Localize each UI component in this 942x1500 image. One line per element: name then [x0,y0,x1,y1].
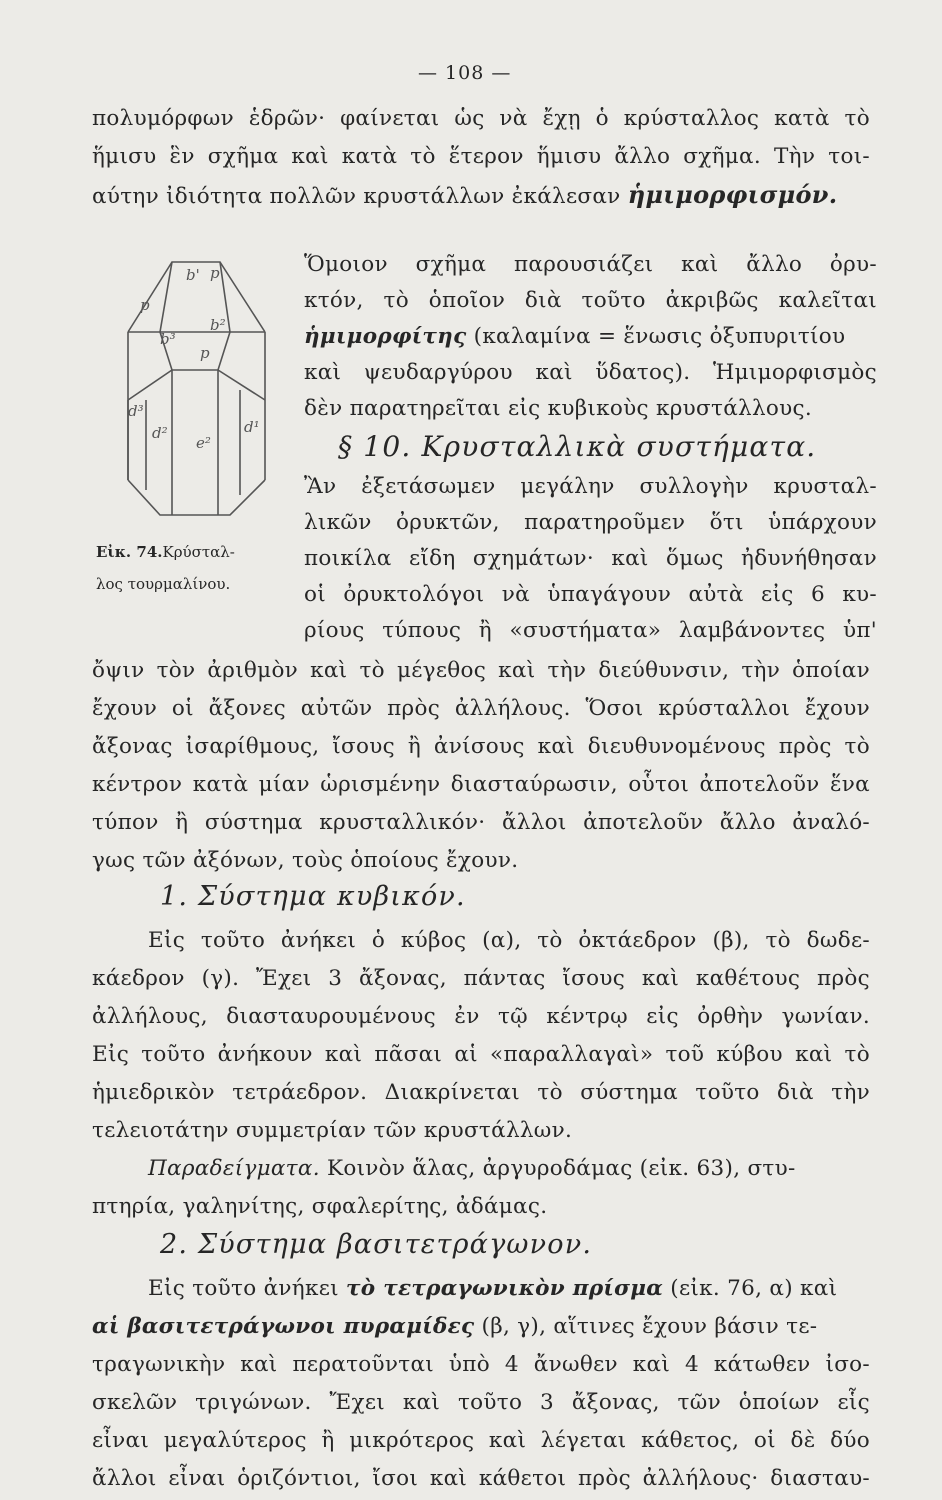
term-tetragonal-prism: τὸ τετραγωνικὸν πρίσμα [346,1276,664,1301]
figure-label: p [200,344,210,362]
text-line: ἀλλήλους, διασταυρουμένους ἐν τῷ κέντρῳ εἰς ὀρθὴν γωνίαν. [92,1004,870,1029]
text-line: δὲν παρατηρεῖται εἰς κυβικοὺς κρυστάλλους. [304,396,812,421]
text-line: κέντρον κατὰ μίαν ὡρισμένην διασταύρωσιν, οὗτοι ἀποτελοῦν ἕνα [92,772,870,797]
text-line: ρίους τύπους ἢ «συστήματα» λαμβάνοντες ὑπ' [304,618,877,643]
text-line: πολυμόρφων ἑδρῶν· φαίνεται ὡς νὰ ἔχῃ ὁ κρύσταλλος κατὰ τὸ [92,106,870,131]
text-line: τραγωνικὴν καὶ περατοῦνται ὑπὸ 4 ἄνωθεν καὶ 4 κάτωθεν ἰσο- [92,1352,870,1377]
text-line: ἔχουν οἱ ἄξονες αὐτῶν πρὸς ἀλλήλους. Ὅσοι κρύσταλλοι ἔχουν [92,696,870,721]
text-line: εἶναι μεγαλύτερος ἢ μικρότερος καὶ λέγεται κάθετος, οἱ δὲ δύο [92,1428,870,1453]
text-line: λικῶν ὀρυκτῶν, παρατηροῦμεν ὅτι ὑπάρχουν [304,510,877,535]
figure-label: d³ [128,402,144,420]
figure-label: d² [152,424,168,442]
text-line: κτόν, τὸ ὁποῖον διὰ τοῦτο ἀκριβῶς καλεῖται [304,288,877,313]
text-line: ἄλλοι εἶναι ὁριζόντιοι, ἴσοι καὶ κάθετοι πρὸς ἀλλήλους· διασταυ- [92,1466,870,1491]
text-line: τύπον ἢ σύστημα κρυσταλλικόν· ἄλλοι ἀποτελοῦν ἄλλο ἀναλό- [92,810,870,835]
text-line: ἄξονας ἰσαρίθμους, ἴσους ἢ ἀνίσους καὶ διευθυνομένους πρὸς τὸ [92,734,870,759]
text-line: καὶ ψευδαργύρου καὶ ὕδατος). Ἡμιμορφισμὸς [304,360,877,385]
text-line: τελειοτάτην συμμετρίαν τῶν κρυστάλλων. [92,1118,573,1143]
text-line: Ὅμοιον σχῆμα παρουσιάζει καὶ ἄλλο ὀρυ- [304,252,877,277]
figure-tourmaline-crystal [100,240,290,544]
heading-tetragonal-system: 2. Σύστημα βασιτετράγωνον. [160,1229,593,1260]
text-line: ἡμιμορφίτης (καλαμίνα = ἕνωσις ὀξυπυριτίου [304,324,846,349]
text-line: αύτην ἰδιότητα πολλῶν κρυστάλλων ἐκάλεσαν ἡμιμορφισμόν. [92,180,838,209]
text-line: πτηρία, γαληνίτης, σφαλερίτης, ἀδάμας. [92,1194,548,1219]
figure-label: b³ [160,330,176,348]
examples-label: Παραδείγματα. [148,1156,320,1181]
figure-caption: Εἰκ. 74.Κρύσταλ- [96,543,235,561]
figure-label: b² [210,316,226,334]
heading-cubic-system: 1. Σύστημα κυβικόν. [160,881,466,912]
term-tetragonal-pyramids: αἱ βασιτετράγωνοι πυραμίδες [92,1314,475,1339]
text-line: ἡμιεδρικὸν τετράεδρον. Διακρίνεται τὸ σύστημα τοῦτο διὰ τὴν [92,1080,870,1105]
term-hemimorphism: ἡμιμορφισμόν. [627,180,838,209]
text-line: γως τῶν ἀξόνων, τοὺς ὁποίους ἔχουν. [92,848,519,873]
text-line: σκελῶν τριγώνων. Ἔχει καὶ τοῦτο 3 ἄξονας, τῶν ὁποίων εἷς [92,1390,870,1415]
figure-label: p [140,296,150,314]
text-line: ἥμισυ ἓν σχῆμα καὶ κατὰ τὸ ἕτερον ἥμισυ ἄλλο σχῆμα. Τὴν τοι- [92,144,870,169]
text-line: Παραδείγματα. Κοινὸν ἅλας, ἀργυροδάμας (εἰκ. 63), στυ- [148,1156,796,1181]
figure-label: e² [196,434,211,452]
figure-label: d¹ [244,418,260,436]
page-number: — 108 — [418,62,512,84]
text-line: Εἰς τοῦτο ἀνήκουν καὶ πᾶσαι αἱ «παραλλαγαὶ» τοῦ κύβου καὶ τὸ [92,1042,870,1067]
figure-caption: λος τουρμαλίνου. [96,575,231,593]
figure-label: b' [186,266,200,284]
section-heading: § 10. Κρυσταλλικὰ συστήματα. [338,430,817,463]
text-line: Ἂν ἐξετάσωμεν μεγάλην συλλογὴν κρυσταλ- [304,474,877,499]
text-line: ὄψιν τὸν ἀριθμὸν καὶ τὸ μέγεθος καὶ τὴν διεύθυνσιν, τὴν ὁποίαν [92,658,870,683]
figure-number: Εἰκ. 74. [96,543,163,561]
text-line: κάεδρον (γ). Ἔχει 3 ἄξονας, πάντας ἴσους καὶ καθέτους πρὸς [92,966,870,991]
text-line: αἱ βασιτετράγωνοι πυραμίδες (β, γ), αἵτινες ἔχουν βάσιν τε- [92,1314,818,1339]
text-line: ποικίλα εἴδη σχημάτων· καὶ ὅμως ἠδυνήθησαν [304,546,877,571]
figure-label: p [210,264,220,282]
text-line: Εἰς τοῦτο ἀνήκει ὁ κύβος (α), τὸ ὀκτάεδρον (β), τὸ δωδε- [148,928,870,953]
text-line: οἱ ὀρυκτολόγοι νὰ ὑπαγάγουν αὐτὰ εἰς 6 κυ- [304,582,877,607]
text-line: Εἰς τοῦτο ἀνήκει τὸ τετραγωνικὸν πρίσμα (εἰκ. 76, α) καὶ [148,1276,838,1301]
term-hemimorphite: ἡμιμορφίτης [304,324,467,349]
crystal-drawing [100,240,290,540]
